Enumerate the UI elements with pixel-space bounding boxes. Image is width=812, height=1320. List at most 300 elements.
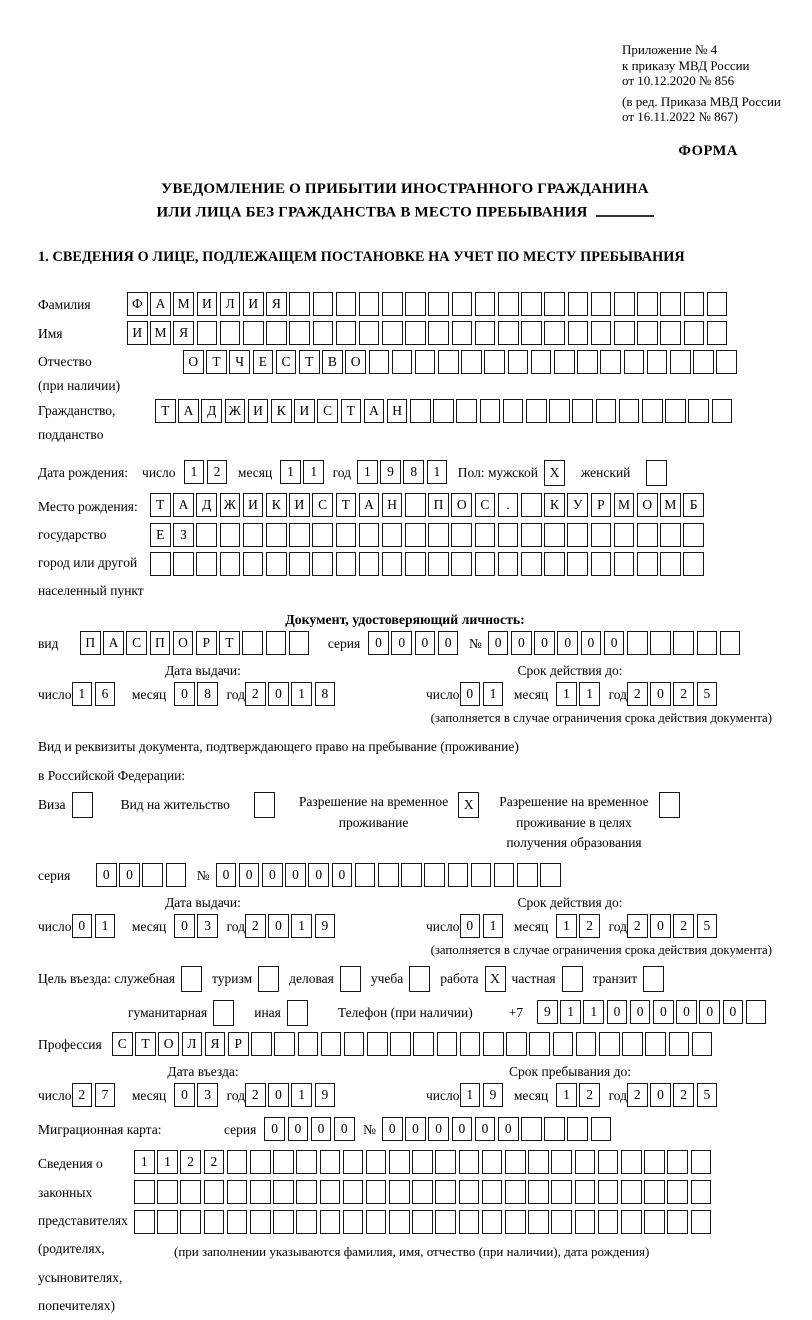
char-cell[interactable]: К (271, 399, 292, 423)
char-cell[interactable] (435, 1180, 456, 1204)
char-cell[interactable]: 3 (197, 914, 218, 938)
char-cell[interactable] (494, 863, 515, 887)
char-cell[interactable] (684, 292, 705, 316)
char-cell[interactable] (142, 863, 163, 887)
char-cell[interactable] (644, 1150, 665, 1174)
legal-reps-field-row2[interactable] (134, 1180, 714, 1204)
char-cell[interactable]: Т (299, 350, 320, 374)
char-cell[interactable]: М (150, 321, 171, 345)
char-cell[interactable]: 0 (699, 1000, 720, 1024)
char-cell[interactable]: Т (135, 1032, 156, 1056)
char-cell[interactable] (242, 631, 263, 655)
char-cell[interactable]: 0 (511, 631, 532, 655)
char-cell[interactable] (412, 1210, 433, 1234)
char-cell[interactable] (336, 552, 357, 576)
char-cell[interactable] (366, 1210, 387, 1234)
char-cell[interactable]: 0 (438, 631, 459, 655)
char-cell[interactable]: 0 (119, 863, 140, 887)
char-cell[interactable]: 2 (72, 1083, 93, 1107)
char-cell[interactable] (266, 321, 287, 345)
char-cell[interactable]: З (173, 523, 194, 547)
doc-issue-month-field[interactable] (174, 682, 220, 706)
char-cell[interactable] (624, 350, 645, 374)
char-cell[interactable] (134, 1180, 155, 1204)
char-cell[interactable] (551, 1150, 572, 1174)
char-cell[interactable]: Ж (225, 399, 246, 423)
char-cell[interactable] (312, 552, 333, 576)
char-cell[interactable]: 0 (334, 1117, 355, 1141)
perm-valid-month-field[interactable] (556, 914, 602, 938)
char-cell[interactable]: 7 (95, 1083, 116, 1107)
char-cell[interactable] (627, 631, 648, 655)
char-cell[interactable]: Н (382, 493, 403, 517)
char-cell[interactable]: 1 (157, 1150, 178, 1174)
char-cell[interactable] (220, 523, 241, 547)
char-cell[interactable] (647, 350, 668, 374)
char-cell[interactable] (321, 1032, 342, 1056)
char-cell[interactable] (637, 523, 658, 547)
char-cell[interactable]: 0 (332, 863, 353, 887)
char-cell[interactable]: 2 (207, 460, 228, 484)
char-cell[interactable] (448, 863, 469, 887)
char-cell[interactable]: 0 (723, 1000, 744, 1024)
char-cell[interactable] (683, 552, 704, 576)
char-cell[interactable] (389, 1210, 410, 1234)
char-cell[interactable] (435, 1150, 456, 1174)
char-cell[interactable]: М (660, 493, 681, 517)
perm-valid-year-field[interactable] (627, 914, 720, 938)
char-cell[interactable] (366, 1150, 387, 1174)
char-cell[interactable]: Р (228, 1032, 249, 1056)
char-cell[interactable] (480, 399, 501, 423)
char-cell[interactable] (336, 523, 357, 547)
char-cell[interactable] (389, 1180, 410, 1204)
char-cell[interactable]: 5 (697, 1083, 718, 1107)
char-cell[interactable] (572, 399, 593, 423)
char-cell[interactable] (691, 1180, 712, 1204)
char-cell[interactable] (707, 321, 728, 345)
char-cell[interactable] (667, 1180, 688, 1204)
birth-year-field[interactable] (357, 460, 450, 484)
char-cell[interactable] (227, 1210, 248, 1234)
char-cell[interactable] (591, 552, 612, 576)
char-cell[interactable] (251, 1032, 272, 1056)
char-cell[interactable] (227, 1150, 248, 1174)
char-cell[interactable]: 0 (650, 1083, 671, 1107)
char-cell[interactable] (568, 292, 589, 316)
char-cell[interactable]: Б (683, 493, 704, 517)
char-cell[interactable]: 2 (204, 1150, 225, 1174)
char-cell[interactable]: Т (219, 631, 240, 655)
char-cell[interactable]: 0 (488, 631, 509, 655)
char-cell[interactable] (289, 523, 310, 547)
citizenship-field[interactable] (155, 399, 735, 423)
char-cell[interactable] (343, 1210, 364, 1234)
char-cell[interactable]: К (266, 493, 287, 517)
char-cell[interactable] (166, 863, 187, 887)
char-cell[interactable] (665, 399, 686, 423)
char-cell[interactable]: 0 (498, 1117, 519, 1141)
first-name-field[interactable] (127, 321, 730, 345)
char-cell[interactable] (451, 523, 472, 547)
char-cell[interactable] (366, 1180, 387, 1204)
char-cell[interactable] (428, 321, 449, 345)
doc-issue-year-field[interactable] (245, 682, 338, 706)
char-cell[interactable] (459, 1180, 480, 1204)
char-cell[interactable] (296, 1150, 317, 1174)
char-cell[interactable] (521, 493, 542, 517)
perm-issue-day-field[interactable] (72, 914, 118, 938)
char-cell[interactable] (551, 1180, 572, 1204)
char-cell[interactable]: К (544, 493, 565, 517)
char-cell[interactable]: Е (150, 523, 171, 547)
char-cell[interactable] (688, 399, 709, 423)
char-cell[interactable]: Я (205, 1032, 226, 1056)
char-cell[interactable] (313, 321, 334, 345)
char-cell[interactable]: А (173, 493, 194, 517)
char-cell[interactable] (336, 321, 357, 345)
char-cell[interactable] (521, 552, 542, 576)
char-cell[interactable] (622, 1032, 643, 1056)
char-cell[interactable] (575, 1150, 596, 1174)
char-cell[interactable]: 1 (556, 1083, 577, 1107)
char-cell[interactable]: И (243, 493, 264, 517)
char-cell[interactable]: 1 (483, 914, 504, 938)
char-cell[interactable] (498, 292, 519, 316)
char-cell[interactable]: Т (155, 399, 176, 423)
char-cell[interactable] (392, 350, 413, 374)
temp-residence-checkbox[interactable]: X (458, 792, 479, 818)
char-cell[interactable] (576, 1032, 597, 1056)
char-cell[interactable] (180, 1210, 201, 1234)
char-cell[interactable]: 1 (134, 1150, 155, 1174)
mig-series-field[interactable] (264, 1117, 357, 1141)
char-cell[interactable] (526, 399, 547, 423)
visa-checkbox[interactable] (72, 792, 93, 818)
official-checkbox[interactable] (181, 966, 202, 992)
char-cell[interactable]: М (173, 292, 194, 316)
char-cell[interactable] (461, 350, 482, 374)
char-cell[interactable] (196, 552, 217, 576)
char-cell[interactable]: Я (173, 321, 194, 345)
char-cell[interactable] (567, 1117, 588, 1141)
char-cell[interactable]: Р (196, 631, 217, 655)
temp-residence-edu-checkbox[interactable] (659, 792, 680, 818)
char-cell[interactable] (505, 1150, 526, 1174)
char-cell[interactable]: 0 (268, 914, 289, 938)
perm-issue-year-field[interactable] (245, 914, 338, 938)
char-cell[interactable] (227, 1180, 248, 1204)
char-cell[interactable]: 0 (415, 631, 436, 655)
char-cell[interactable] (390, 1032, 411, 1056)
char-cell[interactable]: 2 (627, 1083, 648, 1107)
char-cell[interactable] (596, 399, 617, 423)
char-cell[interactable]: 2 (180, 1150, 201, 1174)
char-cell[interactable]: . (498, 493, 519, 517)
char-cell[interactable] (637, 292, 658, 316)
char-cell[interactable] (456, 399, 477, 423)
char-cell[interactable]: 2 (579, 1083, 600, 1107)
char-cell[interactable] (684, 321, 705, 345)
char-cell[interactable] (712, 399, 733, 423)
char-cell[interactable] (498, 552, 519, 576)
char-cell[interactable] (298, 1032, 319, 1056)
char-cell[interactable] (670, 350, 691, 374)
char-cell[interactable]: 0 (460, 914, 481, 938)
char-cell[interactable] (692, 1032, 713, 1056)
char-cell[interactable] (196, 523, 217, 547)
char-cell[interactable] (389, 1150, 410, 1174)
char-cell[interactable] (428, 292, 449, 316)
char-cell[interactable]: 1 (291, 1083, 312, 1107)
char-cell[interactable] (250, 1150, 271, 1174)
transit-checkbox[interactable] (643, 966, 664, 992)
char-cell[interactable] (544, 523, 565, 547)
char-cell[interactable] (459, 1150, 480, 1174)
char-cell[interactable] (591, 523, 612, 547)
char-cell[interactable]: 8 (315, 682, 336, 706)
business-checkbox[interactable] (340, 966, 361, 992)
char-cell[interactable]: 2 (673, 1083, 694, 1107)
char-cell[interactable]: 0 (268, 682, 289, 706)
char-cell[interactable] (716, 350, 737, 374)
char-cell[interactable] (382, 321, 403, 345)
phone-field[interactable] (537, 1000, 769, 1024)
other-checkbox[interactable] (287, 1000, 308, 1026)
char-cell[interactable] (157, 1210, 178, 1234)
char-cell[interactable] (437, 1032, 458, 1056)
char-cell[interactable]: 0 (391, 631, 412, 655)
study-checkbox[interactable] (409, 966, 430, 992)
char-cell[interactable]: 1 (291, 914, 312, 938)
char-cell[interactable]: 1 (460, 1083, 481, 1107)
char-cell[interactable]: 1 (579, 682, 600, 706)
char-cell[interactable] (551, 1210, 572, 1234)
birth-place-field-row3[interactable] (150, 552, 707, 576)
char-cell[interactable] (591, 1117, 612, 1141)
char-cell[interactable] (405, 552, 426, 576)
char-cell[interactable] (660, 523, 681, 547)
char-cell[interactable] (669, 1032, 690, 1056)
char-cell[interactable]: Т (206, 350, 227, 374)
char-cell[interactable] (549, 399, 570, 423)
female-checkbox[interactable] (646, 460, 667, 486)
char-cell[interactable]: 6 (95, 682, 116, 706)
char-cell[interactable] (600, 350, 621, 374)
char-cell[interactable] (528, 1210, 549, 1234)
char-cell[interactable] (367, 1032, 388, 1056)
char-cell[interactable] (621, 1180, 642, 1204)
char-cell[interactable]: 2 (245, 914, 266, 938)
char-cell[interactable]: А (364, 399, 385, 423)
char-cell[interactable] (157, 1180, 178, 1204)
char-cell[interactable]: П (150, 631, 171, 655)
char-cell[interactable] (521, 292, 542, 316)
char-cell[interactable] (289, 552, 310, 576)
char-cell[interactable]: 9 (483, 1083, 504, 1107)
char-cell[interactable]: П (80, 631, 101, 655)
char-cell[interactable]: 0 (264, 1117, 285, 1141)
char-cell[interactable]: П (428, 493, 449, 517)
char-cell[interactable]: 0 (368, 631, 389, 655)
perm-series-field[interactable] (96, 863, 189, 887)
legal-reps-field-row1[interactable] (134, 1150, 714, 1174)
char-cell[interactable] (312, 523, 333, 547)
char-cell[interactable]: 0 (285, 863, 306, 887)
char-cell[interactable]: 0 (311, 1117, 332, 1141)
char-cell[interactable]: Л (220, 292, 241, 316)
char-cell[interactable]: 9 (315, 914, 336, 938)
char-cell[interactable]: О (183, 350, 204, 374)
char-cell[interactable]: 9 (315, 1083, 336, 1107)
char-cell[interactable] (544, 292, 565, 316)
residence-permit-checkbox[interactable] (254, 792, 275, 818)
char-cell[interactable] (173, 552, 194, 576)
char-cell[interactable] (683, 523, 704, 547)
char-cell[interactable]: С (276, 350, 297, 374)
char-cell[interactable]: 0 (650, 914, 671, 938)
char-cell[interactable] (289, 292, 310, 316)
char-cell[interactable] (413, 1032, 434, 1056)
char-cell[interactable] (296, 1180, 317, 1204)
char-cell[interactable]: 0 (239, 863, 260, 887)
char-cell[interactable] (475, 321, 496, 345)
char-cell[interactable]: 1 (95, 914, 116, 938)
char-cell[interactable] (529, 1032, 550, 1056)
char-cell[interactable] (359, 321, 380, 345)
char-cell[interactable]: 0 (650, 682, 671, 706)
char-cell[interactable] (521, 321, 542, 345)
char-cell[interactable] (575, 1180, 596, 1204)
char-cell[interactable] (484, 350, 505, 374)
char-cell[interactable] (691, 1150, 712, 1174)
profession-field[interactable] (112, 1032, 715, 1056)
doc-type-field[interactable] (80, 631, 312, 655)
char-cell[interactable] (577, 350, 598, 374)
char-cell[interactable] (320, 1150, 341, 1174)
char-cell[interactable] (517, 863, 538, 887)
last-name-field[interactable] (127, 292, 730, 316)
char-cell[interactable] (250, 1180, 271, 1204)
char-cell[interactable]: 2 (579, 914, 600, 938)
char-cell[interactable] (250, 1210, 271, 1234)
char-cell[interactable]: О (173, 631, 194, 655)
char-cell[interactable]: 2 (245, 682, 266, 706)
char-cell[interactable] (544, 552, 565, 576)
char-cell[interactable]: 2 (245, 1083, 266, 1107)
char-cell[interactable]: 0 (72, 914, 93, 938)
char-cell[interactable]: Е (253, 350, 274, 374)
char-cell[interactable] (506, 1032, 527, 1056)
char-cell[interactable] (482, 1180, 503, 1204)
doc-number-field[interactable] (488, 631, 743, 655)
char-cell[interactable] (697, 631, 718, 655)
char-cell[interactable] (673, 631, 694, 655)
char-cell[interactable]: И (248, 399, 269, 423)
char-cell[interactable] (405, 493, 426, 517)
char-cell[interactable] (568, 321, 589, 345)
char-cell[interactable] (521, 1117, 542, 1141)
char-cell[interactable] (266, 631, 287, 655)
char-cell[interactable]: Т (150, 493, 171, 517)
char-cell[interactable] (382, 292, 403, 316)
char-cell[interactable] (475, 523, 496, 547)
char-cell[interactable] (482, 1150, 503, 1174)
char-cell[interactable] (428, 552, 449, 576)
char-cell[interactable] (289, 321, 310, 345)
char-cell[interactable]: О (451, 493, 472, 517)
char-cell[interactable]: 0 (534, 631, 555, 655)
char-cell[interactable]: 0 (475, 1117, 496, 1141)
char-cell[interactable]: 1 (483, 682, 504, 706)
char-cell[interactable] (544, 321, 565, 345)
humanitarian-checkbox[interactable] (213, 1000, 234, 1026)
char-cell[interactable]: 1 (357, 460, 378, 484)
char-cell[interactable]: Ф (127, 292, 148, 316)
char-cell[interactable]: 0 (452, 1117, 473, 1141)
char-cell[interactable] (296, 1210, 317, 1234)
doc-valid-month-field[interactable] (556, 682, 602, 706)
char-cell[interactable] (567, 552, 588, 576)
char-cell[interactable]: О (345, 350, 366, 374)
char-cell[interactable] (313, 292, 334, 316)
char-cell[interactable] (505, 1210, 526, 1234)
char-cell[interactable] (503, 399, 524, 423)
char-cell[interactable] (553, 1032, 574, 1056)
char-cell[interactable]: А (178, 399, 199, 423)
char-cell[interactable] (401, 863, 422, 887)
char-cell[interactable] (598, 1210, 619, 1234)
char-cell[interactable] (336, 292, 357, 316)
stay-day-field[interactable] (460, 1083, 506, 1107)
char-cell[interactable] (707, 292, 728, 316)
char-cell[interactable] (405, 292, 426, 316)
char-cell[interactable]: 0 (676, 1000, 697, 1024)
char-cell[interactable] (243, 321, 264, 345)
char-cell[interactable]: И (243, 292, 264, 316)
doc-valid-year-field[interactable] (627, 682, 720, 706)
char-cell[interactable] (645, 1032, 666, 1056)
char-cell[interactable]: 1 (560, 1000, 581, 1024)
doc-series-field[interactable] (368, 631, 461, 655)
char-cell[interactable] (243, 523, 264, 547)
char-cell[interactable]: И (197, 292, 218, 316)
char-cell[interactable]: 0 (382, 1117, 403, 1141)
char-cell[interactable]: 1 (303, 460, 324, 484)
char-cell[interactable] (359, 552, 380, 576)
char-cell[interactable] (599, 1032, 620, 1056)
stay-month-field[interactable] (556, 1083, 602, 1107)
char-cell[interactable]: 1 (427, 460, 448, 484)
private-checkbox[interactable] (562, 966, 583, 992)
char-cell[interactable] (598, 1180, 619, 1204)
char-cell[interactable] (415, 350, 436, 374)
char-cell[interactable] (459, 1210, 480, 1234)
char-cell[interactable] (410, 399, 431, 423)
char-cell[interactable] (382, 552, 403, 576)
char-cell[interactable]: В (322, 350, 343, 374)
char-cell[interactable] (359, 523, 380, 547)
char-cell[interactable] (614, 321, 635, 345)
char-cell[interactable] (540, 863, 561, 887)
char-cell[interactable]: 1 (291, 682, 312, 706)
char-cell[interactable]: 0 (308, 863, 329, 887)
char-cell[interactable]: С (312, 493, 333, 517)
char-cell[interactable]: 1 (583, 1000, 604, 1024)
char-cell[interactable] (637, 552, 658, 576)
legal-reps-field-row3[interactable] (134, 1210, 714, 1234)
char-cell[interactable]: И (127, 321, 148, 345)
